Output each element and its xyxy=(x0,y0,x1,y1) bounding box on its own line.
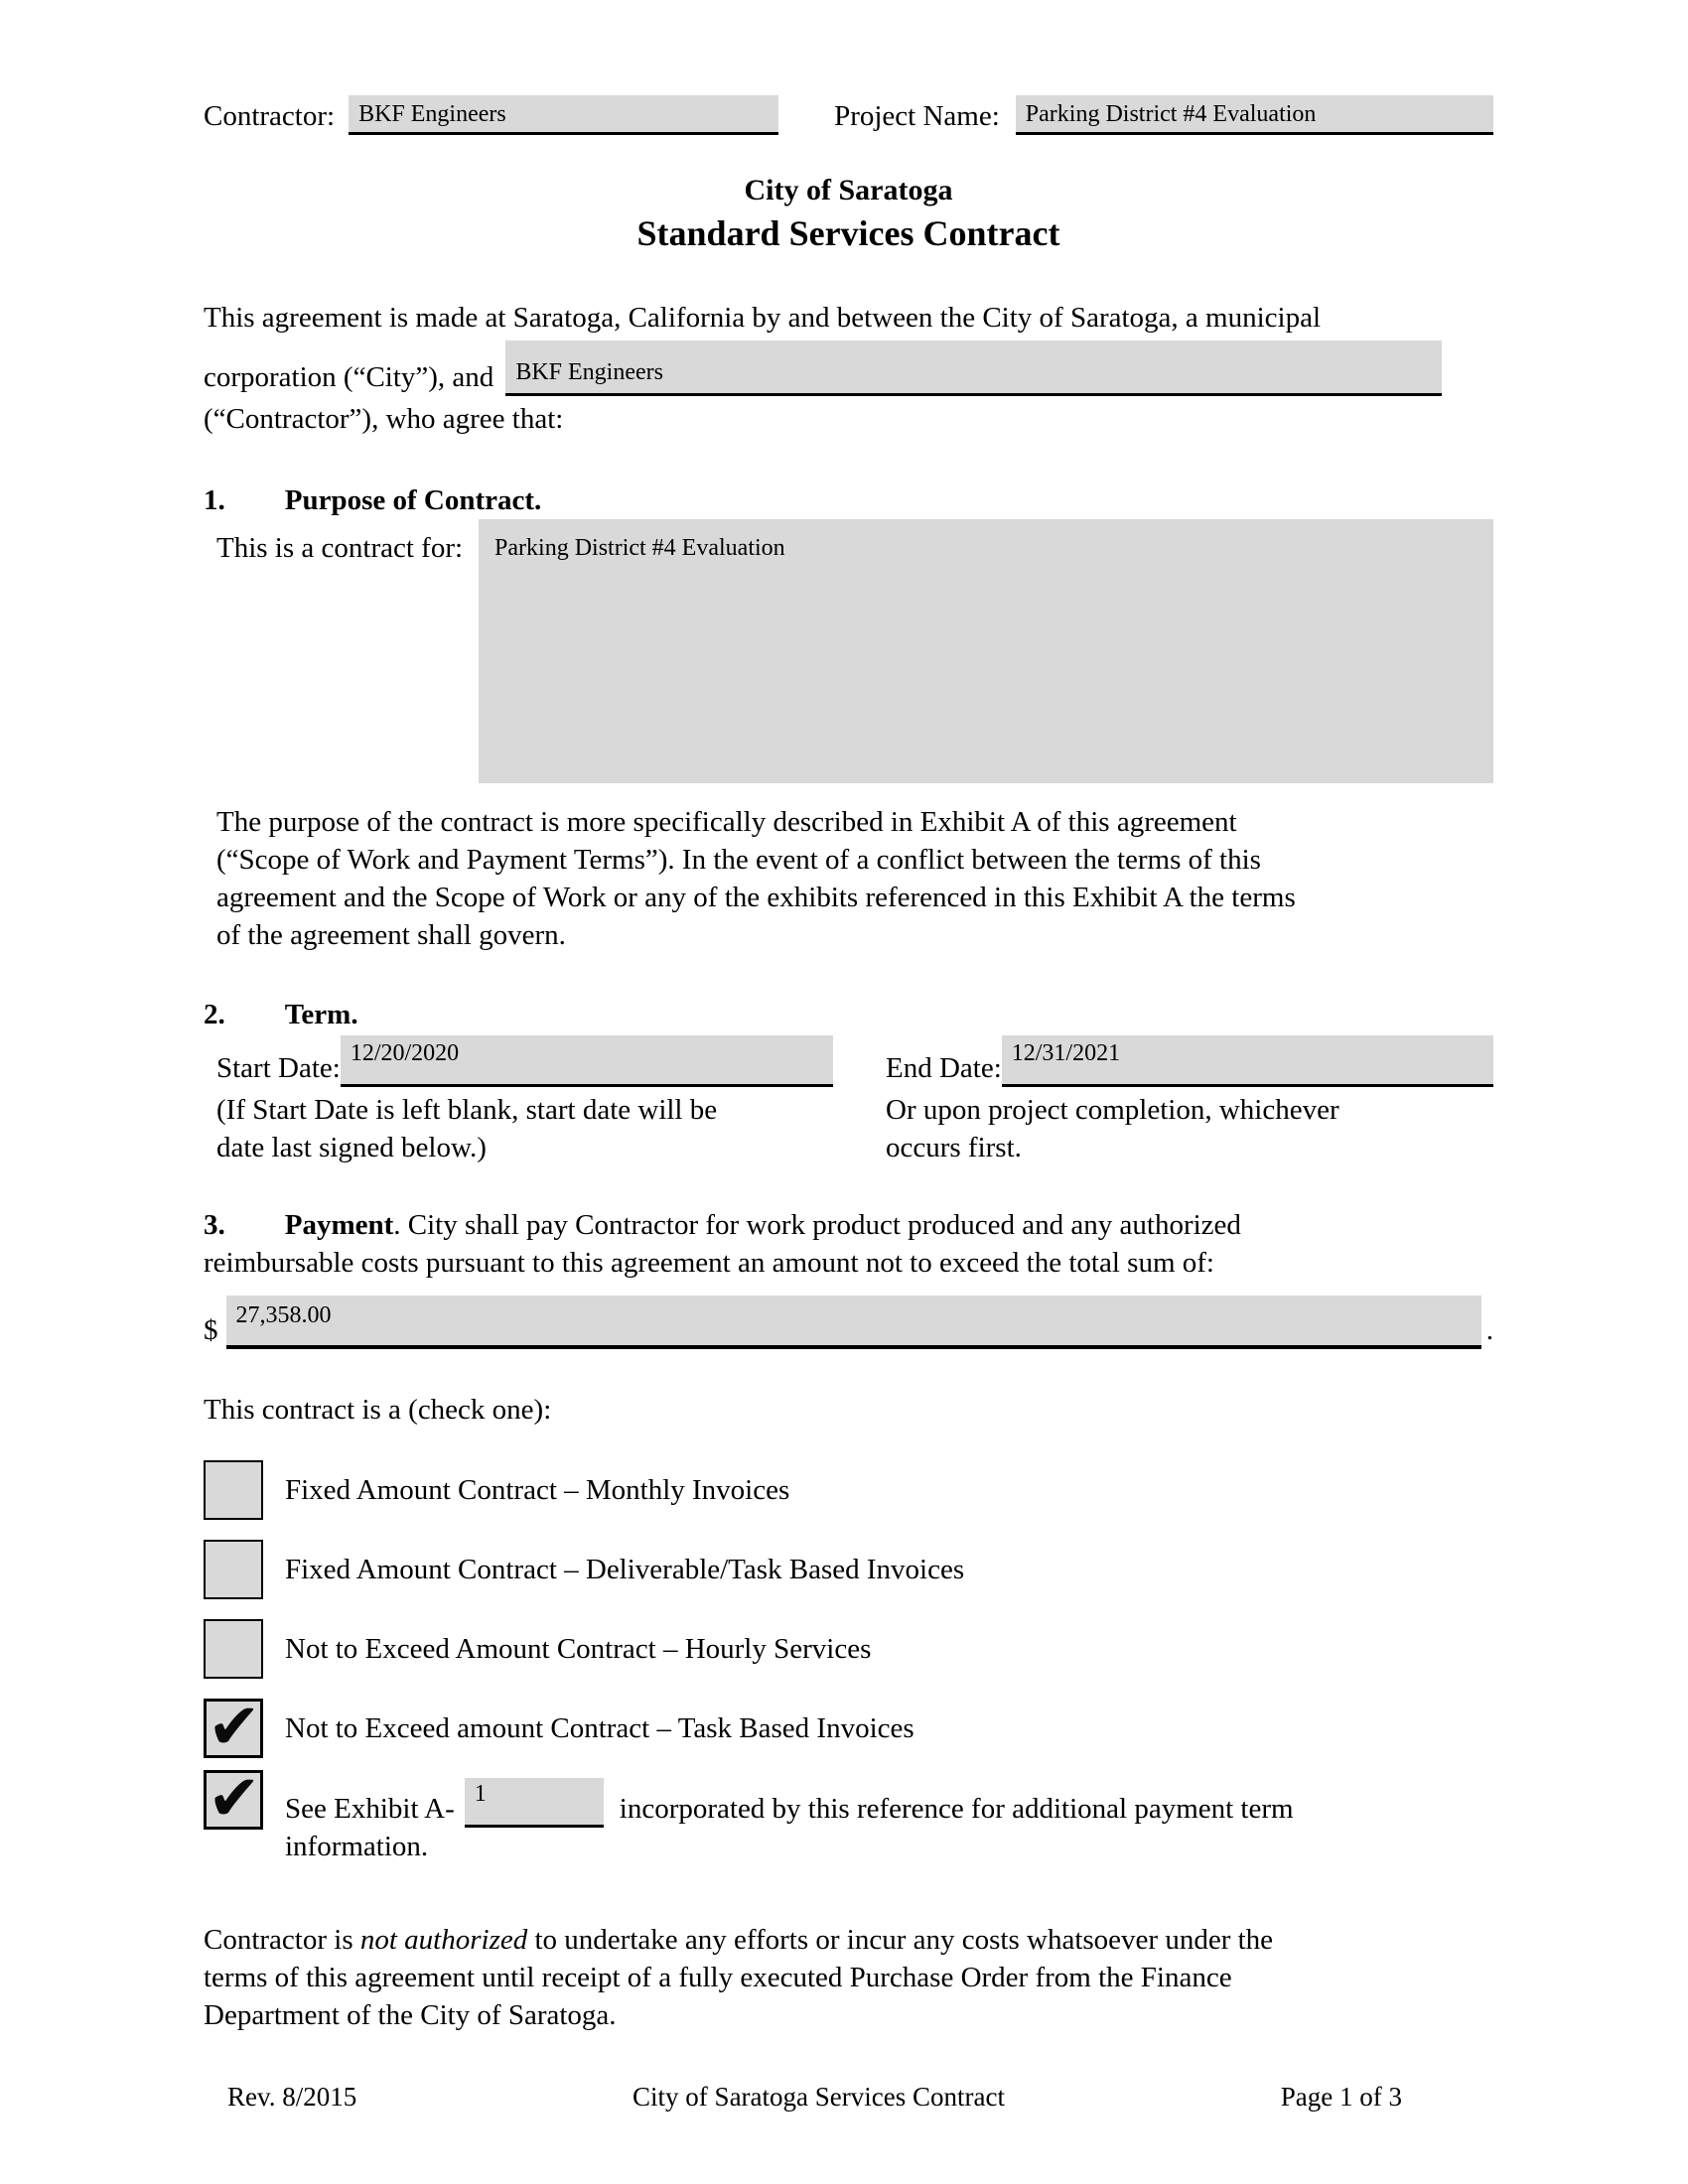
option-row-nte-hourly xyxy=(204,1619,1493,1679)
checkmark-icon: ✔ xyxy=(208,1762,261,1836)
closing-line-2: terms of this agreement until receipt of a fully executed Purchase Order from the Finance xyxy=(204,1962,1232,1993)
closing-line-3: Department of the City of Saratoga. xyxy=(204,1999,617,2031)
section-1-heading-text: Purpose of Contract. xyxy=(284,484,542,516)
amount-row xyxy=(204,1296,1493,1349)
project-name-label: Project Name: xyxy=(834,100,1000,132)
option-row-fixed-monthly xyxy=(204,1460,1493,1520)
document-title-city: City of Saratoga xyxy=(744,174,953,206)
purpose-paragraph xyxy=(216,803,1493,954)
see-exhibit-line-1 xyxy=(285,1778,1294,1828)
start-date-row xyxy=(216,1035,833,1087)
footer-document-name: City of Saratoga Services Contract xyxy=(633,2082,1005,2112)
checkbox-fixed-monthly[interactable] xyxy=(204,1460,263,1520)
end-date-column xyxy=(886,1035,1493,1166)
start-date-label: Start Date: xyxy=(216,1052,341,1084)
see-exhibit-suffix-line-1: incorporated by this reference for additional payment term xyxy=(619,1793,1294,1825)
project-name-field[interactable] xyxy=(1016,95,1493,135)
document-title-main: Standard Services Contract xyxy=(636,213,1060,253)
contractor-field-value: BKF Engineers xyxy=(358,101,506,127)
dollar-sign: $ xyxy=(204,1314,218,1346)
purpose-paragraph-line-1: The purpose of the contract is more specifically described in Exhibit A of this agreement xyxy=(216,806,1237,838)
end-date-label: End Date: xyxy=(886,1052,1002,1084)
end-date-value: 12/31/2021 xyxy=(1011,1040,1121,1066)
end-date-note-line-2: occurs first. xyxy=(886,1132,1022,1163)
section-3-lead-rest: . City shall pay Contractor for work product produced and any authorized xyxy=(393,1209,1241,1241)
see-exhibit-prefix: See Exhibit A- xyxy=(285,1793,455,1825)
project-name-field-value: Parking District #4 Evaluation xyxy=(1025,101,1317,127)
intro-line-2 xyxy=(204,341,1493,396)
intro-line-2-prefix: corporation (“City”), and xyxy=(204,361,494,393)
section-3-paragraph xyxy=(204,1206,1493,1282)
exhibit-number-value: 1 xyxy=(474,1781,487,1807)
page-footer xyxy=(204,2078,1493,2116)
end-date-row xyxy=(886,1035,1493,1087)
footer-page-number: Page 1 of 3 xyxy=(1280,2082,1402,2112)
checkbox-fixed-deliverable[interactable] xyxy=(204,1540,263,1599)
closing-paragraph xyxy=(204,1921,1493,2034)
option-label-nte-hourly: Not to Exceed Amount Contract – Hourly Services xyxy=(285,1633,872,1665)
purpose-paragraph-line-3: agreement and the Scope of Work or any of the exhibits referenced in this Exhibit A the terms xyxy=(216,882,1296,913)
end-date-field[interactable] xyxy=(1002,1035,1493,1087)
contract-for-row xyxy=(204,519,1493,783)
amount-field[interactable] xyxy=(226,1296,1481,1349)
contract-for-value: Parking District #4 Evaluation xyxy=(494,535,785,561)
checkbox-nte-task[interactable] xyxy=(204,1691,263,1764)
section-1-number: 1. xyxy=(204,484,225,516)
closing-line-1-prefix: Contractor is xyxy=(204,1924,360,1956)
start-date-column xyxy=(216,1035,833,1166)
end-date-note xyxy=(886,1091,1422,1166)
check-one-lead: This contract is a (check one): xyxy=(204,1394,552,1426)
amount-line-period: . xyxy=(1485,1314,1493,1346)
purpose-paragraph-line-4: of the agreement shall govern. xyxy=(216,919,566,951)
header-row xyxy=(204,95,1493,135)
start-date-note xyxy=(216,1091,833,1166)
section-1-heading xyxy=(204,481,1493,519)
option-row-see-exhibit xyxy=(204,1762,1493,1865)
term-grid xyxy=(216,1035,1493,1166)
footer-revision: Rev. 8/2015 xyxy=(227,2082,357,2112)
closing-line-1-suffix: to undertake any efforts or incur any costs whatsoever under the xyxy=(527,1924,1274,1956)
option-see-exhibit-content xyxy=(285,1778,1294,1865)
section-2-heading-text: Term. xyxy=(284,999,358,1030)
option-row-nte-task xyxy=(204,1691,1493,1764)
section-2-heading xyxy=(204,996,1493,1033)
start-date-note-line-2: date last signed below.) xyxy=(216,1132,487,1163)
start-date-value: 12/20/2020 xyxy=(350,1040,460,1066)
checkbox-see-exhibit[interactable] xyxy=(204,1762,263,1836)
checkbox-nte-hourly[interactable] xyxy=(204,1619,263,1679)
option-label-fixed-monthly: Fixed Amount Contract – Monthly Invoices xyxy=(285,1474,790,1506)
contractor-label: Contractor: xyxy=(204,100,336,132)
start-date-note-line-1: (If Start Date is left blank, start date will be xyxy=(216,1094,718,1126)
contractor-name-inline-field[interactable] xyxy=(505,341,1442,396)
intro-line-1: This agreement is made at Saratoga, California by and between the City of Saratoga, a municipal xyxy=(204,302,1321,334)
section-3-line-2: reimbursable costs pursuant to this agreement an amount not to exceed the total sum of: xyxy=(204,1247,1214,1279)
contract-for-label: This is a contract for: xyxy=(216,532,464,564)
start-date-field[interactable] xyxy=(341,1035,833,1087)
see-exhibit-suffix-line-2: information. xyxy=(285,1831,429,1862)
exhibit-number-field[interactable] xyxy=(465,1778,604,1828)
section-3-line-1 xyxy=(204,1206,1493,1244)
checkmark-icon: ✔ xyxy=(208,1691,261,1764)
closing-line-1 xyxy=(204,1921,1493,1959)
contractor-name-inline-value: BKF Engineers xyxy=(515,359,663,385)
intro-line-3: (“Contractor”), who agree that: xyxy=(204,403,564,435)
closing-emphasis: not authorized xyxy=(359,1924,528,1956)
purpose-paragraph-line-2: (“Scope of Work and Payment Terms”). In the event of a conflict between the terms of this xyxy=(216,844,1261,876)
contract-for-field[interactable] xyxy=(479,519,1493,783)
option-row-fixed-deliverable xyxy=(204,1540,1493,1599)
section-2-number: 2. xyxy=(204,999,225,1030)
section-3-heading-text: Payment xyxy=(284,1209,394,1241)
option-label-fixed-deliverable: Fixed Amount Contract – Deliverable/Task Based Invoices xyxy=(285,1554,965,1585)
contractor-field[interactable] xyxy=(349,95,778,135)
section-3-number: 3. xyxy=(204,1209,225,1241)
end-date-note-line-1: Or upon project completion, whichever xyxy=(886,1094,1339,1126)
amount-value: 27,358.00 xyxy=(235,1302,332,1328)
option-label-nte-task: Not to Exceed amount Contract – Task Based Invoices xyxy=(285,1712,914,1744)
